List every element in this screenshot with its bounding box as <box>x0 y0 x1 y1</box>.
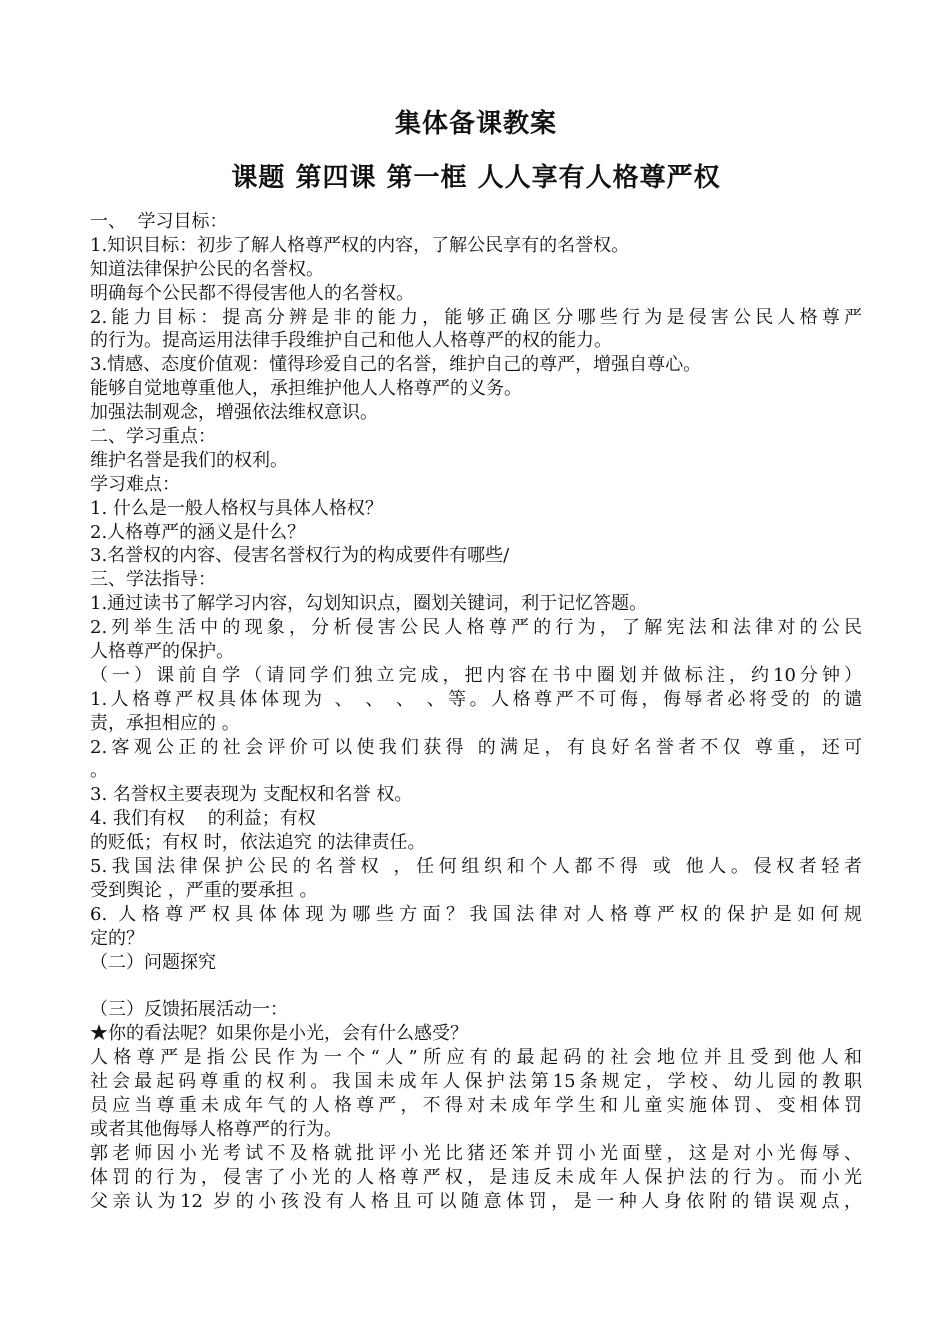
text-line: 知道法律保护公民的名誉权。 <box>90 258 324 280</box>
text-line: 二、学习重点： <box>90 426 216 448</box>
text-line: 员应当尊重未成年气的人格尊严，不得对未成年学生和儿童实施体罚、变相体罚 <box>90 1094 862 1116</box>
text-line: 6. 人格尊严权具体体现为哪些方面？我国法律对人格尊严权的保护是如何规 <box>90 903 862 925</box>
text-line: （三）反馈拓展活动一： <box>90 999 288 1021</box>
text-line: 1.人格尊严权具体体现为 、 、 、 、等。人格尊严不可侮，侮辱者必将受的 的谴 <box>90 688 862 710</box>
text-line: 明确每个公民都不得侵害他人的名誉权。 <box>90 282 414 304</box>
text-line: 三、学法指导： <box>90 569 216 591</box>
text-line: 体罚的行为，侵害了小光的人格尊严权，是违反未成年人保护法的行为。而小光 <box>90 1166 862 1188</box>
text-line: （二）问题探究 <box>90 951 216 973</box>
text-line: （一）课前自学（请同学们独立完成，把内容在书中圈划并做标注，约10分钟） <box>90 664 862 686</box>
text-line: 责，承担相应的 。 <box>90 712 240 734</box>
text-line: 1.知识目标：初步了解人格尊严权的内容，了解公民享有的名誉权。 <box>90 234 630 256</box>
text-line: 2.客观公正的社会评价可以使我们获得 的满足，有良好名誉者不仅 尊重，还可 <box>90 736 862 758</box>
text-line: 父亲认为12 岁的小孩没有人格且可以随意体罚，是一种人身依附的错误观点， <box>90 1190 862 1212</box>
text-line: 2.列举生活中的现象，分析侵害公民人格尊严的行为，了解宪法和法律对的公民 <box>90 617 862 639</box>
text-line: 学习难点： <box>90 473 180 495</box>
text-line: 加强法制观念，增强依法维权意识。 <box>90 402 378 424</box>
text-line: 2.能力目标：提高分辨是非的能力，能够正确区分哪些行为是侵害公民人格尊严 <box>90 306 862 328</box>
text-line <box>90 975 862 999</box>
text-line: 3.名誉权的内容、侵害名誉权行为的构成要件有哪些/ <box>90 545 510 567</box>
document-title: 集体备课教案 <box>394 109 557 139</box>
text-line: 1. 什么是一般人格权与具体人格权？ <box>90 497 383 519</box>
lesson-subtitle: 课题 第四课 第一框 人人享有人格尊严权 <box>231 163 721 193</box>
document-body <box>90 210 862 1213</box>
document-page <box>90 104 862 1213</box>
text-line: 受到舆论 ，严重的要承担 。 <box>90 879 318 901</box>
text-line: ★你的看法呢？如果你是小光，会有什么感受？ <box>90 1023 468 1045</box>
text-line: 1.通过读书了解学习内容，勾划知识点，圈划关键词，利于记忆答题。 <box>90 593 648 615</box>
text-line: 人格尊严是指公民作为一个“人”所应有的最起码的社会地位并且受到他人和 <box>90 1047 862 1069</box>
text-line: 能够自觉地尊重他人，承担维护他人人格尊严的义务。 <box>90 378 522 400</box>
text-line: 的贬低；有权 时，依法追究 的法律责任。 <box>90 832 426 854</box>
text-line: 一、 学习目标： <box>90 211 228 232</box>
text-line: 2.人格尊严的涵义是什么？ <box>90 521 306 543</box>
text-line: 人格尊严的保护。 <box>90 641 234 663</box>
text-line: 。 <box>90 760 108 782</box>
text-line: 维护名誉是我们的权利。 <box>90 449 288 471</box>
text-line: 郭老师因小光考试不及格就批评小光比猪还笨并罚小光面壁，这是对小光侮辱、 <box>90 1142 862 1164</box>
text-line: 3. 名誉权主要表现为 支配权和名誉 权。 <box>90 784 413 806</box>
text-line: 定的？ <box>90 927 144 949</box>
text-line: 社会最起码尊重的权利。我国未成年人保护法第15条规定，学校、幼儿园的教职 <box>90 1071 862 1093</box>
text-line: 或者其他侮辱人格尊严的行为。 <box>90 1118 342 1140</box>
text-line: 3.情感、态度价值观：懂得珍爱自己的名誉，维护自己的尊严，增强自尊心。 <box>90 354 702 376</box>
text-line: 5.我国法律保护公民的名誉权 ，任何组织和个人都不得 或 他人。侵权者轻者 <box>90 856 862 878</box>
text-line: 的行为。提高运用法律手段维护自己和他人人格尊严的权的能力。 <box>90 330 612 352</box>
text-line: 4. 我们有权 的利益；有权 <box>90 808 316 830</box>
